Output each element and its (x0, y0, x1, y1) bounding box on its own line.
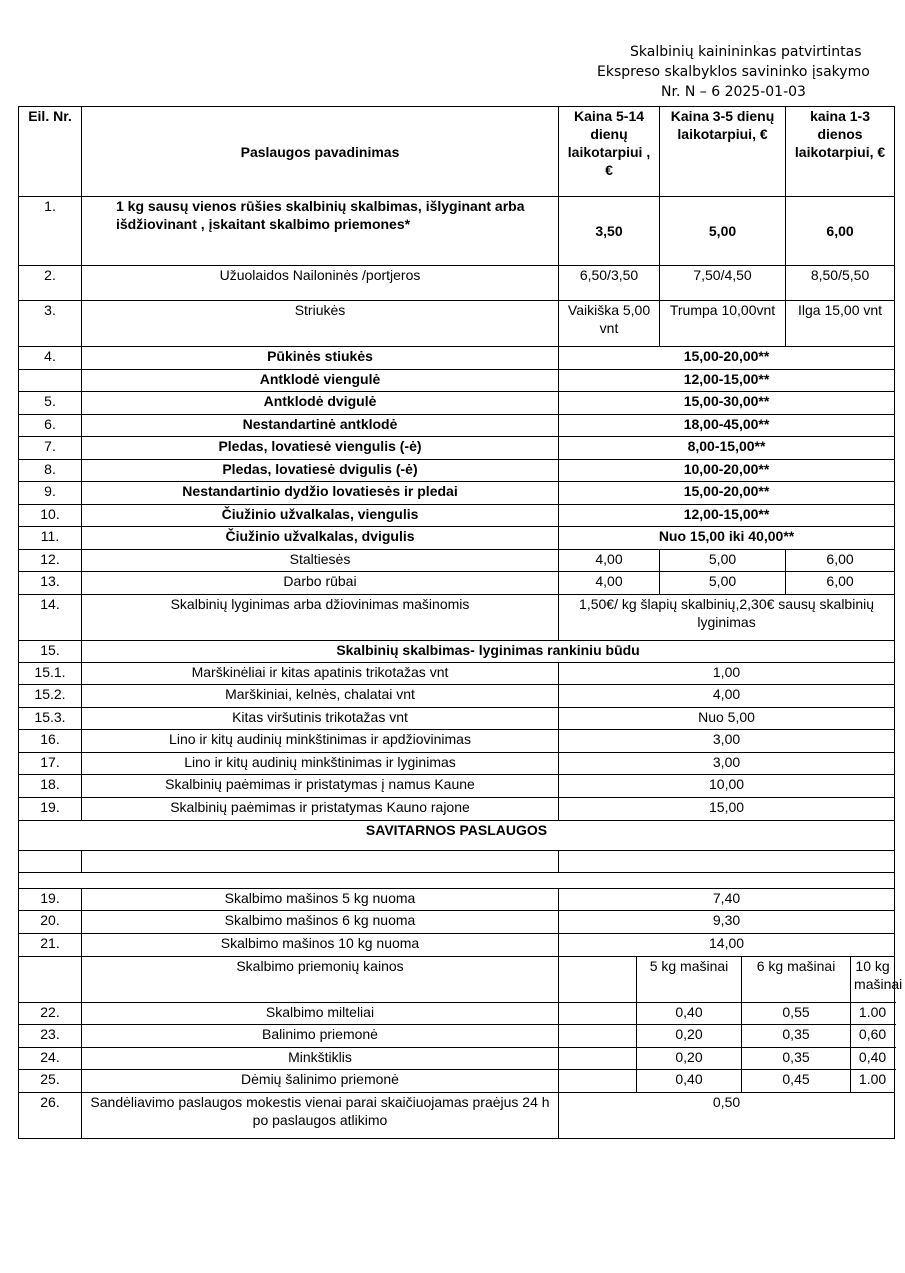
price-10kg: 1.00 (851, 1002, 895, 1025)
row-name: Skalbinių paėmimas ir pristatymas Kauno rajone (82, 798, 559, 821)
row-nr (19, 369, 82, 392)
row-nr: 13. (19, 572, 82, 595)
price-all: Nuo 15,00 iki 40,00** (559, 527, 895, 550)
table-row (19, 850, 895, 872)
price-all: Nuo 5,00 (559, 707, 895, 730)
row-nr: 14. (19, 594, 82, 640)
row-nr: 24. (19, 1047, 82, 1070)
table-row (19, 798, 895, 821)
table-row (19, 301, 895, 347)
row-name: Dėmių šalinimo priemonė (82, 1070, 559, 1093)
approval-line-2: Ekspreso skalbyklos savininko įsakymo (597, 64, 870, 80)
price-5-14: 6,50/3,50 (559, 266, 660, 301)
table-row (19, 482, 895, 505)
price-all: 8,00-15,00** (559, 437, 895, 460)
price-3-5: 5,00 (660, 549, 786, 572)
row-name: Marškinėliai ir kitas apatinis trikotažas vnt (82, 662, 559, 685)
price-all: 15,00-30,00** (559, 392, 895, 415)
header-price-5-14: Kaina 5-14 dienų laikotarpiui , € (559, 107, 660, 197)
price-1-3: 8,50/5,50 (786, 266, 895, 301)
row-name: Skalbimo mašinos 10 kg nuoma (82, 934, 559, 957)
header-6kg: 6 kg mašinai (742, 956, 851, 1002)
price-all: 15,00 (559, 798, 895, 821)
price-all: 3,00 (559, 752, 895, 775)
row-name: Minkštiklis (82, 1047, 559, 1070)
price-all: 12,00-15,00** (559, 504, 895, 527)
row-name: Nestandartinė antklodė (82, 414, 559, 437)
table-row (19, 1047, 895, 1070)
row-nr: 3. (19, 301, 82, 347)
table-row (19, 685, 895, 708)
row-name: Skalbimo mašinos 6 kg nuoma (82, 911, 559, 934)
row-name: Antklodė dvigulė (82, 392, 559, 415)
price-all: 10,00-20,00** (559, 459, 895, 482)
row-name: Darbo rūbai (82, 572, 559, 595)
row-nr: 15.2. (19, 685, 82, 708)
price-5kg: 0,40 (637, 1002, 742, 1025)
table-row (19, 197, 895, 266)
row-name: Lino ir kitų audinių minkštinimas ir lyginimas (82, 752, 559, 775)
row-nr: 17. (19, 752, 82, 775)
price-3-5: 5,00 (660, 572, 786, 595)
price-all: 4,00 (559, 685, 895, 708)
price-all: 0,50 (559, 1092, 895, 1138)
table-row (19, 640, 895, 662)
price-3-5: 7,50/4,50 (660, 266, 786, 301)
table-row (19, 888, 895, 911)
row-nr: 15. (19, 640, 82, 662)
row-name: Pūkinės stiukės (82, 347, 559, 370)
row-nr: 18. (19, 775, 82, 798)
empty-cell (82, 850, 559, 872)
price-1-3: Ilga 15,00 vnt (786, 301, 895, 347)
row-name: Balinimo priemonė (82, 1025, 559, 1048)
price-3-5: 5,00 (660, 197, 786, 266)
self-service-title: SAVITARNOS PASLAUGOS (19, 820, 895, 850)
price-6kg: 0,55 (742, 1002, 851, 1025)
price-all: 14,00 (559, 934, 895, 957)
table-row (19, 369, 895, 392)
table-row (19, 1002, 895, 1025)
header-10kg: 10 kg mašinai (851, 956, 895, 1002)
row-nr: 15.1. (19, 662, 82, 685)
empty-cell (559, 1047, 637, 1070)
row-nr: 25. (19, 1070, 82, 1093)
price-5kg: 0,20 (637, 1025, 742, 1048)
price-table (18, 106, 903, 1139)
price-10kg: 1.00 (851, 1070, 895, 1093)
table-row (19, 1025, 895, 1048)
header-name: Paslaugos pavadinimas (82, 107, 559, 197)
price-6kg: 0,45 (742, 1070, 851, 1093)
price-all: 3,00 (559, 730, 895, 753)
header-price-3-5: Kaina 3-5 dienų laikotarpiui, € (660, 107, 786, 197)
table-row (19, 266, 895, 301)
row-nr: 21. (19, 934, 82, 957)
empty-cell (559, 850, 895, 872)
detergent-header: Skalbimo priemonių kainos (82, 956, 559, 1002)
price-all: 7,40 (559, 888, 895, 911)
row-name: Staltiesės (82, 549, 559, 572)
row-nr: 8. (19, 459, 82, 482)
row-name: 1 kg sausų vienos rūšies skalbinių skalbimas, išlyginant arba išdžiovinant , įskaitant skalbimo priemones* (82, 197, 559, 266)
row-name: Marškiniai, kelnės, chalatai vnt (82, 685, 559, 708)
row-nr: 10. (19, 504, 82, 527)
price-1-3: 6,00 (786, 549, 895, 572)
row-nr: 20. (19, 911, 82, 934)
price-3-5: Trumpa 10,00vnt (660, 301, 786, 347)
price-5-14: 3,50 (559, 197, 660, 266)
price-6kg: 0,35 (742, 1025, 851, 1048)
section-title: Skalbinių skalbimas- lyginimas rankiniu būdu (82, 640, 895, 662)
row-nr: 19. (19, 888, 82, 911)
price-all: 1,50€/ kg šlapių skalbinių,2,30€ sausų skalbinių lyginimas (559, 594, 895, 640)
table-row (19, 527, 895, 550)
approval-line-1: Skalbinių kainininkas patvirtintas (630, 44, 862, 60)
table-row (19, 549, 895, 572)
row-name: Kitas viršutinis trikotažas vnt (82, 707, 559, 730)
table-row (19, 437, 895, 460)
row-name: Skalbimo mašinos 5 kg nuoma (82, 888, 559, 911)
table-row (19, 820, 895, 850)
price-5kg: 0,20 (637, 1047, 742, 1070)
price-5-14: 4,00 (559, 549, 660, 572)
row-nr: 2. (19, 266, 82, 301)
row-nr: 11. (19, 527, 82, 550)
table-row (19, 934, 895, 957)
table-row (19, 730, 895, 753)
price-all: 10,00 (559, 775, 895, 798)
row-name: Skalbinių paėmimas ir pristatymas į namus Kaune (82, 775, 559, 798)
price-5kg: 0,40 (637, 1070, 742, 1093)
row-name: Pledas, lovatiesė viengulis (-ė) (82, 437, 559, 460)
price-10kg: 0,60 (851, 1025, 895, 1048)
empty-cell (559, 956, 637, 1002)
table-row (19, 414, 895, 437)
price-all: 18,00-45,00** (559, 414, 895, 437)
price-1-3: 6,00 (786, 572, 895, 595)
row-name: Striukės (82, 301, 559, 347)
table-row (19, 662, 895, 685)
table-row (19, 707, 895, 730)
spacer-cell (19, 872, 895, 888)
row-nr (19, 956, 82, 1002)
price-5-14: 4,00 (559, 572, 660, 595)
approval-line-3: Nr. N – 6 2025-01-03 (661, 84, 806, 100)
table-row (19, 956, 895, 1002)
table-header-row (19, 107, 895, 197)
row-nr: 23. (19, 1025, 82, 1048)
row-nr: 12. (19, 549, 82, 572)
table-row (19, 1070, 895, 1093)
empty-cell (559, 1002, 637, 1025)
price-all: 1,00 (559, 662, 895, 685)
table-row (19, 392, 895, 415)
empty-cell (559, 1025, 637, 1048)
empty-cell (19, 850, 82, 872)
table-row (19, 872, 895, 888)
table-row (19, 572, 895, 595)
table-row (19, 594, 895, 640)
price-all: 15,00-20,00** (559, 347, 895, 370)
price-all: 15,00-20,00** (559, 482, 895, 505)
row-name: Lino ir kitų audinių minkštinimas ir apdžiovinimas (82, 730, 559, 753)
row-name: Nestandartinio dydžio lovatiesės ir pledai (82, 482, 559, 505)
row-nr: 7. (19, 437, 82, 460)
row-name: Skalbimo milteliai (82, 1002, 559, 1025)
price-1-3: 6,00 (786, 197, 895, 266)
row-nr: 1. (19, 197, 82, 266)
price-10kg: 0,40 (851, 1047, 895, 1070)
row-nr: 16. (19, 730, 82, 753)
header-nr: Eil. Nr. (19, 107, 82, 197)
table-row (19, 1092, 895, 1138)
price-5-14: Vaikiška 5,00 vnt (559, 301, 660, 347)
row-name: Čiužinio užvalkalas, viengulis (82, 504, 559, 527)
row-nr: 6. (19, 414, 82, 437)
row-name: Čiužinio užvalkalas, dvigulis (82, 527, 559, 550)
row-nr: 4. (19, 347, 82, 370)
row-name: Užuolaidos Nailoninės /portjeros (82, 266, 559, 301)
row-name: Skalbinių lyginimas arba džiovinimas mašinomis (82, 594, 559, 640)
row-nr: 15.3. (19, 707, 82, 730)
row-name: Sandėliavimo paslaugos mokestis vienai parai skaičiuojamas praėjus 24 h po paslaugos atlikimo (82, 1092, 559, 1138)
table-row (19, 347, 895, 370)
header-price-1-3: kaina 1-3 dienos laikotarpiui, € (786, 107, 895, 197)
price-all: 12,00-15,00** (559, 369, 895, 392)
row-name: Antklodė viengulė (82, 369, 559, 392)
price-all: 9,30 (559, 911, 895, 934)
table-row (19, 752, 895, 775)
row-nr: 19. (19, 798, 82, 821)
table-row (19, 504, 895, 527)
row-nr: 9. (19, 482, 82, 505)
row-nr: 26. (19, 1092, 82, 1138)
header-5kg: 5 kg mašinai (637, 956, 742, 1002)
price-6kg: 0,35 (742, 1047, 851, 1070)
table-row (19, 911, 895, 934)
table-row (19, 459, 895, 482)
row-nr: 5. (19, 392, 82, 415)
table-row (19, 775, 895, 798)
row-nr: 22. (19, 1002, 82, 1025)
empty-cell (559, 1070, 637, 1093)
row-name: Pledas, lovatiesė dvigulis (-ė) (82, 459, 559, 482)
